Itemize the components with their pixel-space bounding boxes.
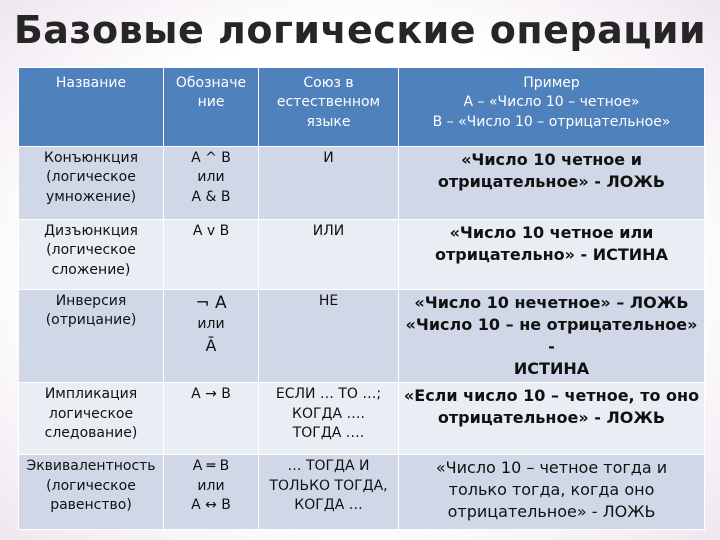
cell-name [19,220,164,290]
logic-operations-table [18,67,705,530]
cell-line: Импликация [44,386,138,403]
table-row [19,383,705,455]
cell-line: «Число 10 – четное тогда и [435,458,668,478]
cell-line: А ^ В [191,150,231,166]
cell-line: или [197,477,225,494]
cell-line: логическое [48,405,134,422]
cell-symbol [164,383,259,455]
header-line: языке [306,113,351,130]
cell-symbol [164,147,259,220]
cell-line: А & В [191,188,231,205]
cell-union [259,147,399,220]
cell-line: А ↔ В [191,496,231,513]
cell-line: ТОГДА …. [292,424,365,441]
cell-line: (логическое [46,242,136,259]
table-row [19,290,705,383]
cell-line: … ТОГДА И [287,458,370,475]
header-name [19,68,164,147]
cell-example [399,290,705,383]
cell-line: или [197,169,225,186]
cell-line: только тогда, когда оно [448,480,655,500]
cell-line: ЕСЛИ … ТО …; [275,386,382,403]
cell-line: следование) [44,424,138,441]
cell-line: (логическое [46,477,136,494]
cell-name [19,147,164,220]
cell-line: Дизъюнкция [44,223,138,239]
cell-line: «Число 10 – не отрицательное» - [405,315,698,357]
cell-line: А ═ В [192,458,230,475]
cell-line: А v В [192,223,230,239]
cell-line: ИСТИНА [513,359,590,379]
header-line: А – «Число 10 – четное» [463,94,640,111]
cell-name [19,455,164,530]
header-line: Название [55,75,127,91]
cell-example [399,147,705,220]
header-union [259,68,399,147]
cell-line: КОГДА … [294,496,363,513]
cell-line: сложение) [51,261,131,278]
cell-line: Конъюнкция [44,150,138,166]
cell-union [259,290,399,383]
header-line: В – «Число 10 – отрицательное» [432,113,671,130]
cell-union [259,455,399,530]
cell-symbol [164,220,259,290]
table-row [19,147,705,220]
cell-line: ИЛИ [312,223,345,239]
header-line: Обозначе [175,75,247,91]
cell-line: или [197,316,225,333]
cell-line: отрицательное» - ЛОЖЬ [437,408,666,428]
cell-line: КОГДА …. [292,405,365,422]
cell-example [399,220,705,290]
header-line: ние [197,94,225,111]
cell-line: отрицательное» - ЛОЖЬ [447,502,656,522]
cell-line: Эквивалентность [26,458,156,475]
cell-line: «Число 10 нечетное» – ЛОЖЬ [414,293,689,312]
cell-line: ¬ А [195,293,227,313]
table-row [19,455,705,530]
table-row [19,220,705,290]
cell-name [19,290,164,383]
header-symbol [164,68,259,147]
cell-name [19,383,164,455]
cell-line: «Число 10 четное и [461,150,642,169]
cell-line: И [323,150,334,166]
header-line: естественном [276,94,381,111]
cell-example [399,383,705,455]
cell-line: Ā [205,335,217,355]
cell-line: А → В [191,386,231,403]
cell-line: равенство) [50,496,132,513]
cell-line: (логическое [46,169,136,186]
header-line: Пример [523,75,580,91]
cell-line: ТОЛЬКО ТОГДА, [269,477,388,494]
cell-line: умножение) [45,188,137,205]
cell-line: Инверсия [55,293,127,309]
cell-example [399,455,705,530]
cell-union [259,220,399,290]
cell-line: (отрицание) [45,312,137,329]
cell-line: отрицательно» - ИСТИНА [435,245,668,265]
cell-symbol [164,455,259,530]
cell-line: отрицательное» - ЛОЖЬ [437,172,666,192]
cell-symbol [164,290,259,383]
cell-line: «Если число 10 – четное, то оно [403,386,700,406]
cell-union [259,383,399,455]
header-row [19,68,705,147]
header-line: Союз в [303,75,354,91]
cell-line: НЕ [318,293,339,309]
slide-title: Базовые логические операции [13,8,707,52]
cell-line: «Число 10 четное или [449,223,654,242]
header-example [399,68,705,147]
